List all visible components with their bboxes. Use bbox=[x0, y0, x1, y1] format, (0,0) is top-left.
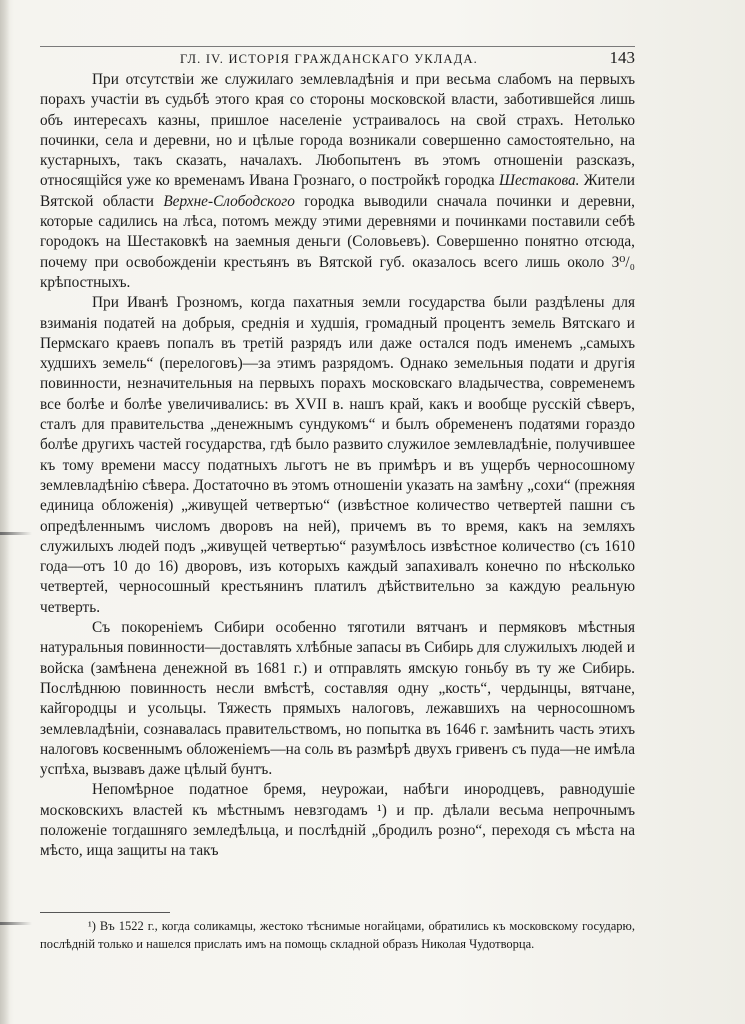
emphasis-verkhne-slobodskogo: Верхне-Слободского bbox=[163, 192, 295, 210]
footnote-text: ¹) Въ 1522 г., когда соликамцы, жестоко тѣснимые ногайцами, обратились къ московскому государю, послѣдній только и нашелся прислать имъ на помощь складной образъ Николая Чудотворца. bbox=[40, 919, 635, 951]
page-fold-shadow bbox=[0, 0, 10, 1024]
paragraph-2: При Иванѣ Грозномъ, когда пахатныя земли государства были раздѣлены для взиманія податей на добрыя, среднія и худшія, громадный процентъ земель Вятскаго и Пермскаго краевъ попалъ въ третій разрядъ или даже остался подъ именемъ „самыхъ худшихъ земель“ (перелоговъ)—за этимъ разрядомъ. Однако земельныя подати и другія повинности, незначительныя на первыхъ порахъ московскаго владычества, современемъ все болѣе и болѣе увеличивались: въ XVII в. нашъ край, какъ и вообще русскій сѣверъ, сталъ для правительства „денежнымъ сундукомъ“ и былъ обремененъ податями гораздо болѣе другихъ частей государства, гдѣ было развито служилое землевладѣніе, получившее къ тому времени массу податныхъ льготъ не въ примѣръ и въ ущербъ черносошному землевладѣнію сѣвера. Достаточно въ этомъ отношеніи указать на замѣну „сохи“ (прежняя единица обложенія) „живущей четвертью“ (извѣстное количество четвертей пашни съ опредѣленнымъ числомъ дворовъ на ней), причемъ въ то время, какъ на земляхъ служилыхъ людей подъ „живущей четвертью“ разумѣлось извѣстное количество (съ 1610 года—отъ 10 до 16) дворовъ, изъ которыхъ каждый запахивалъ конечно по нѣсколько четвертей, черносошный крестьянинъ платилъ дѣйствительно за каждую реальную четверть. bbox=[40, 294, 635, 616]
paragraph-4 bbox=[40, 780, 635, 861]
footnote-rule bbox=[40, 912, 170, 913]
paragraph-4-part-b: и пр. дѣлали весьма непрочнымъ положеніе тогдашняго земледѣльца, и послѣдній „бродилъ розно“, переходя съ мѣста на мѣсто, ища защиты на такъ bbox=[40, 801, 635, 860]
page-number: 143 bbox=[609, 48, 635, 67]
chapter-title: ГЛ. IV. ИСТОРІЯ ГРАЖДАНСКАГО УКЛАДА. bbox=[180, 52, 479, 66]
paragraph-1-part-c: городка выводили сначала починки и деревни, которые садились на лѣса, потомъ между этими деревнями и починками поставили себѣ городокъ на Шестаковкѣ на заемныя деньги (Соловьевъ). Совершенно понятно отсюда, почему при освобожденіи крестьянъ въ Вятской губ. оказалось всего лишь около 3⁰/₀ крѣпостныхъ. bbox=[40, 192, 635, 291]
paragraph-3: Съ покореніемъ Сибири особенно тяготили вятчанъ и пермяковъ мѣстныя натуральныя повинности—доставлять хлѣбные запасы въ Сибирь для служилыхъ людей и войска (замѣнена денежной въ 1681 г.) и отправлять ямскую гоньбу въ ту же Сибирь. Послѣднюю повинность несли вмѣстѣ, составляя одну „кость“, чердынцы, вятчане, кайгородцы и усольцы. Тяжесть прямыхъ налоговъ, лежавшихъ на черносошномъ землевладѣніи, сознавалась правительствомъ, но попытка въ 1646 г. замѣнить часть этихъ налоговъ косвеннымъ обложеніемъ—на соль въ размѣрѣ двухъ гривенъ съ пуда—не имѣла успѣха, вызвавъ даже цѣлый бунтъ. bbox=[40, 619, 635, 779]
running-header bbox=[40, 46, 635, 70]
header-rule bbox=[40, 46, 635, 47]
paragraph-1-part-a: При отсутствіи же служилаго землевладѣнія и при весьма слабомъ на первыхъ порахъ участіи въ судьбѣ этого края со стороны московской власти, заботившейся лишь объ интересахъ казны, пришлое населеніе устраивалось на свой страхъ. Нетолько починки, села и деревни, но и цѣлые города возникали совершенно самостоятельно, на кустарныхъ, такъ сказать, началахъ. Любопытенъ въ этомъ отношеніи разсказъ, относящійся уже ко временамъ Ивана Грознаго, о постройкѣ городка bbox=[40, 71, 635, 190]
paragraph-1 bbox=[40, 70, 635, 293]
paragraph-4-part-a: Непомѣрное податное бремя, неурожаи, набѣги инородцевъ, равнодушіе московскихъ властей къ мѣстнымъ невзгодамъ bbox=[40, 781, 635, 819]
main-text bbox=[40, 70, 635, 862]
margin-mark bbox=[0, 922, 32, 925]
paragraph-1-part-b: Жители Вятской области bbox=[40, 172, 635, 210]
footnote bbox=[40, 918, 635, 953]
footnote-reference: ¹) bbox=[377, 801, 387, 819]
margin-mark bbox=[0, 532, 32, 535]
emphasis-shestakova: Шестакова. bbox=[499, 172, 580, 190]
